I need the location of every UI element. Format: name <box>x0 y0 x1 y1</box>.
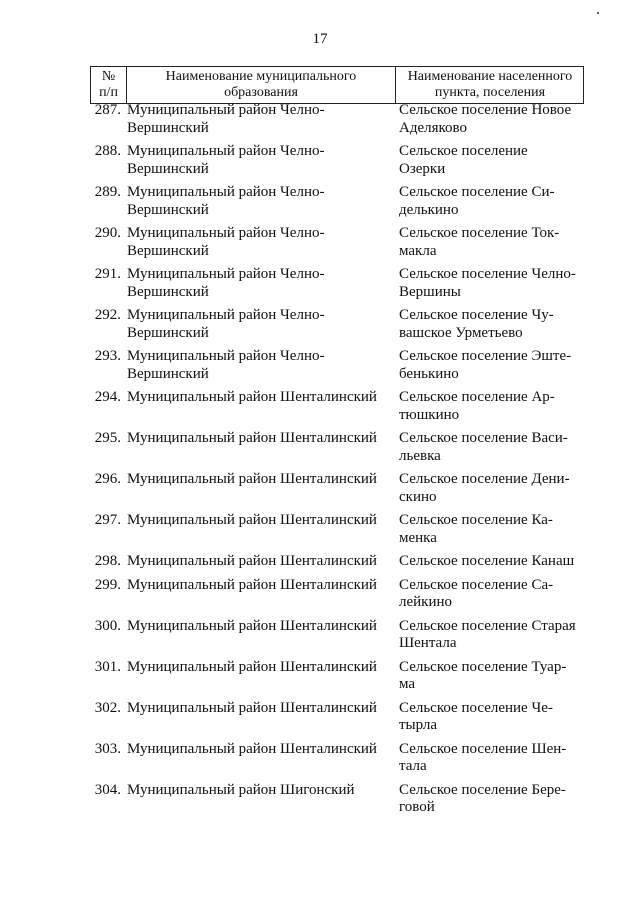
municipality-name-line: Муниципальный район Шенталинский <box>127 576 377 593</box>
row-number: 288. <box>94 143 121 159</box>
settlement-name-line: Сельское поселение Шен- <box>399 740 567 757</box>
row-number: 292. <box>94 307 121 323</box>
settlement-name-line: говой <box>399 799 435 815</box>
municipality-name-line: Вершинский <box>127 160 209 177</box>
settlement-name-line: Вершины <box>399 283 461 300</box>
table-row <box>0 577 640 612</box>
municipality-name <box>127 389 386 424</box>
settlement-name <box>386 700 589 735</box>
header-number <box>91 67 127 103</box>
settlement-name-line: Сельское поселение Васи- <box>399 430 568 446</box>
header-municipality <box>127 67 396 103</box>
settlement-name-line: Сельское поселение Ка- <box>399 512 553 528</box>
municipality-name <box>127 577 386 612</box>
settlement-name-line: Сельское поселение Эште- <box>399 348 572 364</box>
settlement-name <box>386 553 589 571</box>
municipality-name-line: Муниципальный район Челно- <box>127 348 325 364</box>
municipality-name-line: Муниципальный район Шигонский <box>127 781 355 798</box>
row-number: 301. <box>94 658 121 675</box>
table-row <box>0 143 640 178</box>
municipality-name <box>127 700 386 735</box>
municipality-name <box>127 348 386 383</box>
table-row <box>0 225 640 260</box>
municipality-name <box>127 782 386 817</box>
settlement-name <box>386 266 589 301</box>
row-number: 290. <box>94 225 121 241</box>
settlement-name-line: Сельское поселение Челно- <box>399 266 576 282</box>
municipality-name-line: Вершинский <box>127 119 209 136</box>
settlement-name-line: Сельское поселение Че- <box>399 699 553 716</box>
municipality-name <box>127 553 386 571</box>
table-row <box>0 348 640 383</box>
table-row <box>0 659 640 694</box>
row-number: 291. <box>94 266 121 282</box>
municipality-name-line: Вершинский <box>127 201 209 218</box>
header-settlement <box>396 67 584 103</box>
settlement-name-line: тюшкино <box>399 406 460 423</box>
municipality-name-line: Вершинский <box>127 242 209 259</box>
settlement-name-line: Сельское поселение Дени- <box>399 471 570 487</box>
table-row <box>0 553 640 571</box>
table-row <box>0 700 640 735</box>
settlement-name <box>386 577 589 612</box>
settlement-name <box>386 184 589 219</box>
municipality-name <box>127 143 386 178</box>
table-row <box>0 512 640 547</box>
settlement-name <box>386 389 589 424</box>
settlement-name-line: бенькино <box>399 365 459 382</box>
municipality-name <box>127 266 386 301</box>
municipality-name-line: Вершинский <box>127 324 209 341</box>
municipality-name-line: Муниципальный район Шенталинский <box>127 471 377 487</box>
settlement-name <box>386 618 589 653</box>
municipality-name <box>127 225 386 260</box>
municipality-name-line: Муниципальный район Шенталинский <box>127 553 377 569</box>
row-number: 287. <box>94 102 121 118</box>
municipality-name <box>127 618 386 653</box>
municipality-name <box>127 102 386 137</box>
page-number: 17 <box>312 31 328 47</box>
row-number: 297. <box>94 512 121 528</box>
settlement-name-line: Сельское поселение <box>399 143 528 159</box>
settlement-name-line: тала <box>399 758 427 774</box>
settlement-name-line: Сельское поселение Новое <box>399 102 572 118</box>
municipality-name-line: Муниципальный район Шенталинский <box>127 617 377 634</box>
municipality-name <box>127 307 386 342</box>
table-row <box>0 102 640 137</box>
settlement-name-line: делькино <box>399 201 459 218</box>
settlement-name-line: Сельское поселение Канаш <box>399 553 575 569</box>
row-number: 302. <box>94 699 121 716</box>
table-row <box>0 741 640 776</box>
table-row <box>0 430 640 465</box>
settlement-name-line: Сельское поселение Бере- <box>399 781 566 798</box>
header-settlement-label: Наименование населенного пункта, поселения <box>407 69 573 100</box>
municipality-name-line: Муниципальный район Шенталинский <box>127 389 377 405</box>
municipality-name-line: Муниципальный район Шенталинский <box>127 512 377 528</box>
municipality-name-line: Вершинский <box>127 283 209 300</box>
table-row <box>0 307 640 342</box>
municipality-name <box>127 430 386 465</box>
row-number: 293. <box>94 348 121 364</box>
settlement-name-line: Сельское поселение Ар- <box>399 389 555 405</box>
municipality-name-line: Муниципальный район Челно- <box>127 102 325 118</box>
table-row <box>0 184 640 219</box>
settlement-name-line: ма <box>399 676 416 692</box>
municipality-name-line: Муниципальный район Челно- <box>127 184 325 200</box>
settlement-name <box>386 348 589 383</box>
municipality-name-line: Муниципальный район Шенталинский <box>127 740 377 757</box>
row-number: 299. <box>94 576 121 593</box>
settlement-name <box>386 659 589 694</box>
scan-speck <box>597 12 599 14</box>
municipality-name-line: Муниципальный район Шенталинский <box>127 430 377 446</box>
settlement-name-line: Озерки <box>399 160 446 177</box>
settlement-name-line: макла <box>399 242 437 259</box>
municipality-name-line: Муниципальный район Челно- <box>127 266 325 282</box>
settlement-name <box>386 782 589 817</box>
settlement-name <box>386 741 589 776</box>
municipality-name-line: Муниципальный район Челно- <box>127 225 325 241</box>
settlement-name-line: Сельское поселение Чу- <box>399 307 554 323</box>
municipality-name <box>127 471 386 506</box>
municipality-name <box>127 659 386 694</box>
settlement-name <box>386 225 589 260</box>
settlement-name <box>386 307 589 342</box>
municipality-name-line: Муниципальный район Челно- <box>127 307 325 323</box>
row-number: 296. <box>94 471 121 487</box>
municipality-name-line: Муниципальный район Челно- <box>127 143 325 159</box>
settlement-name <box>386 512 589 547</box>
settlement-name-line: Сельское поселение Си- <box>399 184 555 200</box>
municipality-name <box>127 184 386 219</box>
settlement-name-line: Аделяково <box>399 119 468 136</box>
header-municipality-label: Наименование муниципального образования <box>165 69 357 100</box>
settlement-name <box>386 430 589 465</box>
table-row <box>0 782 640 817</box>
table-row <box>0 266 640 301</box>
settlement-name-line: Сельское поселение Са- <box>399 576 554 593</box>
settlement-name <box>386 143 589 178</box>
settlement-name-line: лейкино <box>399 594 453 610</box>
settlement-name-line: вашское Урметьево <box>399 324 523 341</box>
table-row <box>0 618 640 653</box>
row-number: 304. <box>94 781 121 798</box>
municipality-name-line: Муниципальный район Шенталинский <box>127 699 377 716</box>
municipality-name-line: Вершинский <box>127 365 209 382</box>
row-number: 300. <box>94 617 121 634</box>
table-row <box>0 389 640 424</box>
settlement-name-line: Сельское поселение Туар- <box>399 658 567 675</box>
settlement-name-line: тырла <box>399 717 438 733</box>
settlement-name-line: льевка <box>399 447 441 464</box>
row-number: 294. <box>94 389 121 405</box>
municipality-name <box>127 512 386 547</box>
row-number: 289. <box>94 184 121 200</box>
settlement-name <box>386 102 589 137</box>
settlement-name <box>386 471 589 506</box>
settlement-name-line: Сельское поселение Ток- <box>399 225 560 241</box>
row-number: 295. <box>94 430 121 446</box>
settlement-name-line: Сельское поселение Старая <box>399 617 576 634</box>
settlement-name-line: менка <box>399 529 437 546</box>
municipality-name <box>127 741 386 776</box>
settlement-name-line: скино <box>399 488 437 505</box>
municipality-name-line: Муниципальный район Шенталинский <box>127 658 377 675</box>
settlement-name-line: Шентала <box>399 635 457 651</box>
table-body <box>0 102 640 823</box>
table-row <box>0 471 640 506</box>
row-number: 298. <box>94 553 121 569</box>
table-header <box>90 66 584 104</box>
header-number-label: № п/п <box>99 69 118 100</box>
row-number: 303. <box>94 740 121 757</box>
